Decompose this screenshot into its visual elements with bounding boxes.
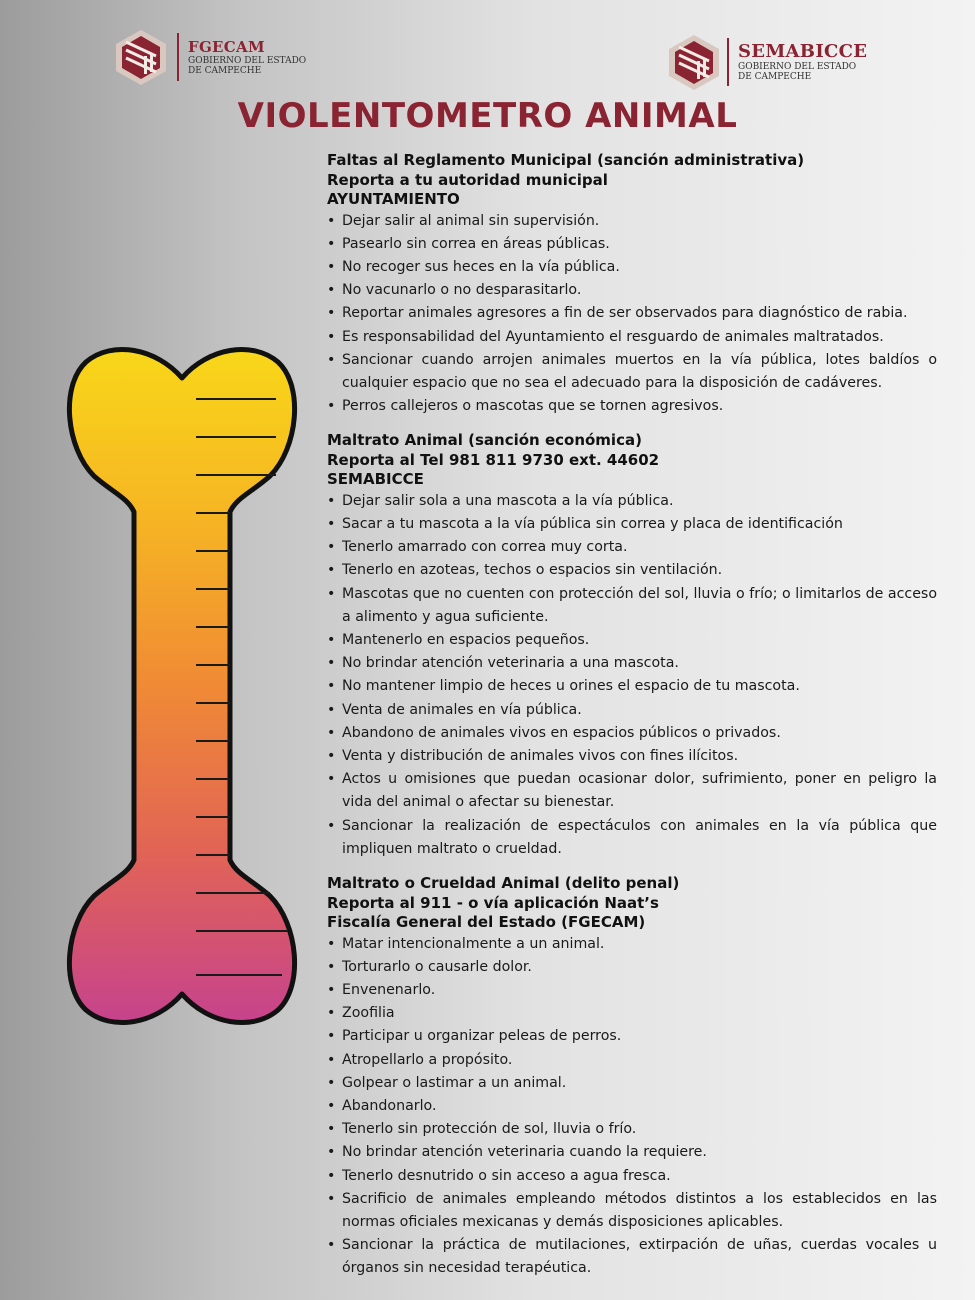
list-item: • Sancionar la práctica de mutilaciones, extirpación de uñas, cuerdas vocales u órganos sin necesidad terapéutica. <box>327 1234 937 1280</box>
section-3-authority: Fiscalía General del Estado (FGECAM) <box>327 913 646 932</box>
list-item: • Es responsabilidad del Ayuntamiento el resguardo de animales maltratados. <box>327 326 937 349</box>
list-item: • Abandono de animales vivos en espacios públicos o privados. <box>327 722 937 745</box>
list-item: • Tenerlo desnutrido o sin acceso a agua fresca. <box>327 1165 937 1188</box>
list-item: • Venta y distribución de animales vivos con fines ilícitos. <box>327 745 937 768</box>
list-item: • Dejar salir sola a una mascota a la vía pública. <box>327 490 937 513</box>
list-item: • Actos u omisiones que puedan ocasionar dolor, sufrimiento, poner en peligro la vida del animal o afectar su bienestar. <box>327 768 937 814</box>
section-3-list <box>327 933 937 1281</box>
section-1-report: Reporta a tu autoridad municipal <box>327 170 608 189</box>
list-item: • Venta de animales en vía pública. <box>327 699 937 722</box>
page-title: VIOLENTOMETRO ANIMAL <box>237 96 738 136</box>
list-item: • Abandonarlo. <box>327 1095 937 1118</box>
list-item: • Pasearlo sin correa en áreas públicas. <box>327 233 937 256</box>
list-item: • Mantenerlo en espacios pequeños. <box>327 629 937 652</box>
list-item: • Mascotas que no cuenten con protección del sol, lluvia o frío; o limitarlos de acceso a alimento y agua suficiente. <box>327 583 937 629</box>
list-item: • Sacrificio de animales empleando métodos distintos a los establecidos en las normas oficiales mexicanas y demás disposiciones aplicables. <box>327 1188 937 1234</box>
list-item: • Torturarlo o causarle dolor. <box>327 956 937 979</box>
section-2-authority: SEMABICCE <box>327 470 424 489</box>
logo-divider <box>727 38 729 86</box>
semabicce-name: SEMABICCE <box>738 41 868 62</box>
list-item: • Sancionar cuando arrojen animales muertos en la vía pública, lotes baldíos o cualquier espacio que no sea el adecuado para la disposición de cadáveres. <box>327 349 937 395</box>
list-item: • Tenerlo en azoteas, techos o espacios sin ventilación. <box>327 559 937 582</box>
semabicce-sub1: GOBIERNO DEL ESTADO <box>738 62 857 72</box>
section-2-heading: Maltrato Animal (sanción económica) <box>327 431 642 450</box>
list-item: • Tenerlo amarrado con correa muy corta. <box>327 536 937 559</box>
content-column <box>327 151 937 1281</box>
list-item: • No brindar atención veterinaria a una mascota. <box>327 652 937 675</box>
list-item: • Participar u organizar peleas de perros. <box>327 1025 937 1048</box>
section-3-heading: Maltrato o Crueldad Animal (delito penal) <box>327 874 680 893</box>
section-3-report: Reporta al 911 - o vía aplicación Naat’s <box>327 893 659 912</box>
fgecam-sub2: DE CAMPECHE <box>188 65 262 76</box>
section-2-report: Reporta al Tel 981 811 9730 ext. 44602 <box>327 450 660 469</box>
semabicce-emblem-icon <box>665 33 723 91</box>
list-item: • Golpear o lastimar a un animal. <box>327 1072 937 1095</box>
logo-divider <box>177 33 179 81</box>
semabicce-logo <box>665 33 867 91</box>
fgecam-name: FGECAM <box>188 37 265 56</box>
list-item: • Dejar salir al animal sin supervisión. <box>327 210 937 233</box>
list-item: • Tenerlo sin protección de sol, lluvia o frío. <box>327 1118 937 1141</box>
fgecam-sub1: GOBIERNO DEL ESTADO <box>188 55 307 66</box>
list-item: • Matar intencionalmente a un animal. <box>327 933 937 956</box>
list-item: • No brindar atención veterinaria cuando la requiere. <box>327 1141 937 1164</box>
list-item: • Sacar a tu mascota a la vía pública sin correa y placa de identificación <box>327 513 937 536</box>
list-item: • No recoger sus heces en la vía pública. <box>327 256 937 279</box>
list-item: • Atropellarlo a propósito. <box>327 1049 937 1072</box>
list-item: • Reportar animales agresores a fin de ser observados para diagnóstico de rabia. <box>327 302 937 325</box>
list-item: • Zoofilia <box>327 1002 937 1025</box>
bone-thermometer-icon <box>64 340 300 1032</box>
section-1-list <box>327 210 937 419</box>
list-item: • No vacunarlo o no desparasitarlo. <box>327 279 937 302</box>
bone-shape <box>69 349 294 1022</box>
list-item: • Sancionar la realización de espectáculos con animales en la vía pública que impliquen maltrato o crueldad. <box>327 815 937 861</box>
semabicce-sub2: DE CAMPECHE <box>738 72 812 82</box>
list-item: • No mantener limpio de heces u orines el espacio de tu mascota. <box>327 675 937 698</box>
fgecam-logo <box>112 28 306 86</box>
list-item: • Perros callejeros o mascotas que se tornen agresivos. <box>327 395 937 418</box>
section-penal <box>327 874 937 1281</box>
list-item: • Envenenarlo. <box>327 979 937 1002</box>
section-administrativa <box>327 151 937 418</box>
section-1-heading: Faltas al Reglamento Municipal (sanción administrativa) <box>327 151 805 169</box>
section-1-authority: AYUNTAMIENTO <box>327 190 460 208</box>
section-economica <box>327 431 937 861</box>
section-2-list <box>327 490 937 861</box>
fgecam-emblem-icon <box>112 28 170 86</box>
